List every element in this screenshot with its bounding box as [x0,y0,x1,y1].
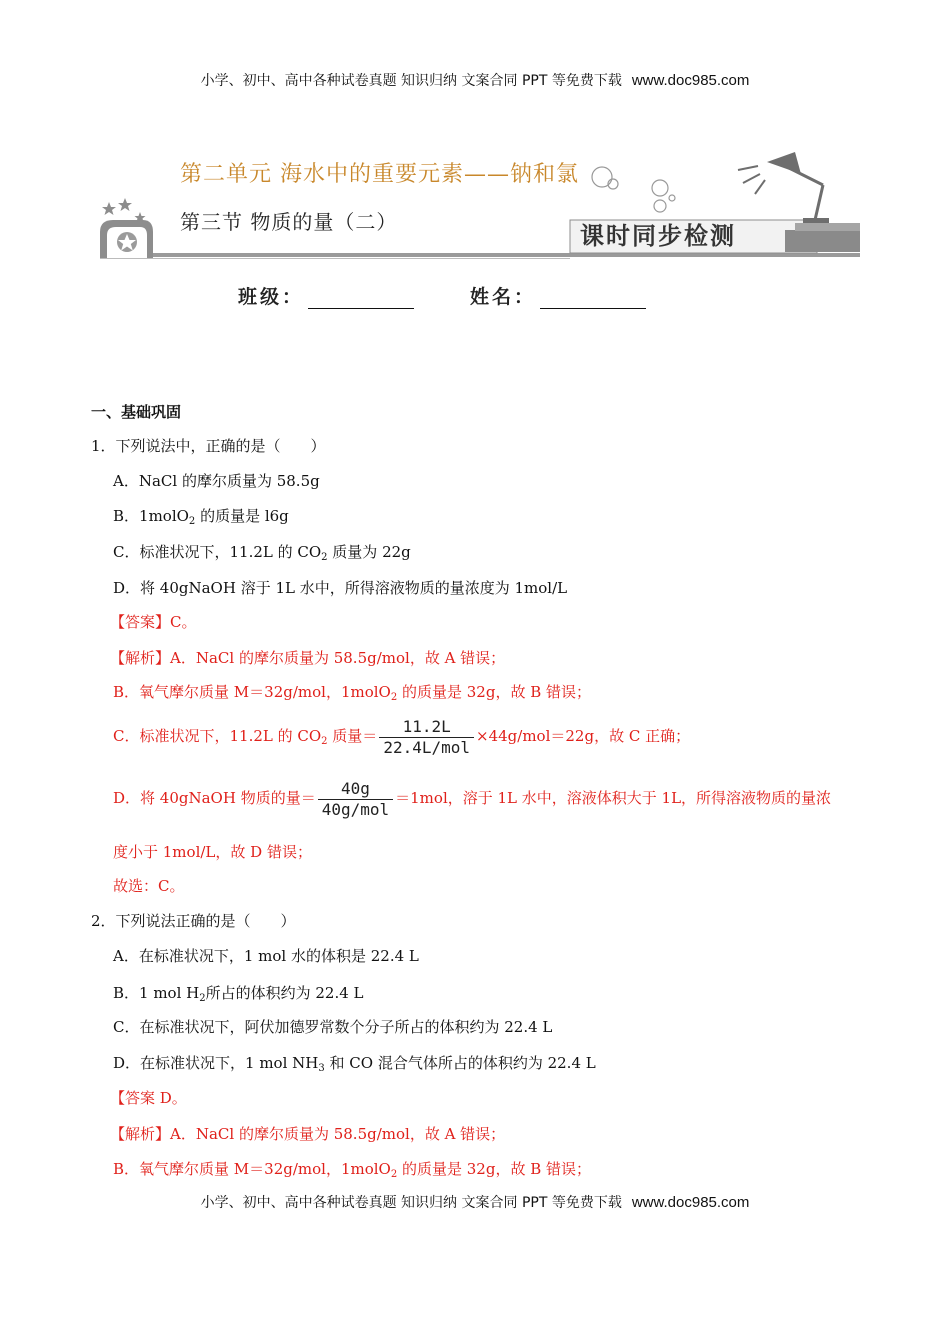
q2-explanation-a: 【解析】A．NaCl 的摩尔质量为 58.5g/mol，故 A 错误； [110,1125,506,1143]
running-footer [0,1192,950,1212]
q1-explanation-d: D．将 40gNaOH 物质的量＝ $\frac{40g}{\text{40g/mol}}$ ＝1mol，溶于 1L 水中，溶液体积大于 1L，所得溶液物质的量浓 [113,778,832,819]
q1-option-c: C．标准状况下，11.2L 的 $CO_2$ 质量为 22g [113,543,411,563]
q1-option-a: A．NaCl 的摩尔质量为 58.5g [113,472,320,490]
q2-option-b: B．1 mol $H_2$所占的体积约为 22.4 L [113,984,364,1004]
footer-text: 小学、初中、高中各种试卷真题 知识归纳 文案合同 PPT 等免费下载 [200,1195,622,1211]
q2-answer: 【答案 D。 [110,1089,187,1107]
q1-option-b: B．1molO$_2$ 的质量是 l6g [113,507,289,527]
header-text: 小学、初中、高中各种试卷真题 知识归纳 文案合同 PPT 等免费下载 [200,73,622,89]
fraction: $\frac{40g}{\text{40g/mol}}$ [318,779,393,820]
q2-explanation-b: B．氧气摩尔质量 M＝32g/mol，1molO$_2$ 的质量是 32g，故 B 错误； [113,1160,592,1180]
class-field[interactable] [238,282,414,309]
section-title: 第三节 物质的量（二） [180,210,398,234]
header-site[interactable]: www.doc985.com [631,72,750,89]
q1-explanation-d-cont: 度小于 1mol/L，故 D 错误； [113,843,312,861]
q1-conclusion: 故选：C。 [113,877,185,895]
q1-option-d: D．将 40gNaOH 溶于 1L 水中，所得溶液物质的量浓度为 1mol/L [113,579,568,597]
q1-answer: 【答案】C。 [110,613,197,631]
q2-stem: 2．下列说法正确的是（ ） [91,912,296,930]
name-field[interactable] [470,282,646,309]
class-label: 班级： [238,286,305,308]
running-header [0,70,950,90]
fraction: $\frac{11.2L}{\text{22.4L/mol}}$ [379,717,474,758]
unit-title: 第二单元 海水中的重要元素——钠和氯 [180,162,579,187]
q1-stem: 1．下列说法中，正确的是（ ） [91,437,326,455]
q1-explanation-b: B．氧气摩尔质量 M＝32g/mol，1molO$_2$ 的质量是 32g，故 B 错误； [113,683,592,703]
ribbon-label: 课时同步检测 [580,221,736,250]
q2-option-d: D．在标准状况下，1 mol $NH_3$ 和 CO 混合气体所占的体积约为 22.4 L [113,1054,596,1074]
lamp-icon [738,152,829,223]
class-blank[interactable] [308,290,414,309]
bubbles-icon [592,167,675,212]
q2-option-a: A．在标准状况下，1 mol 水的体积是 22.4 L [113,947,419,965]
badge-icon [100,198,153,258]
q1-explanation-a: 【解析】A．NaCl 的摩尔质量为 58.5g/mol，故 A 错误； [110,649,506,667]
name-blank[interactable] [540,290,646,309]
section-heading: 一、基础巩固 [91,403,182,421]
name-label: 姓名： [470,286,537,308]
footer-site[interactable]: www.doc985.com [631,1194,750,1211]
q2-option-c: C．在标准状况下，阿伏加德罗常数个分子所占的体积约为 22.4 L [113,1018,553,1036]
q1-explanation-c: C．标准状况下，11.2L 的 $CO_2$ 质量＝ $\frac{11.2L}{\text{22.4L/mol}}$ ×44g/mol＝22g，故 C 正确； [113,716,691,757]
